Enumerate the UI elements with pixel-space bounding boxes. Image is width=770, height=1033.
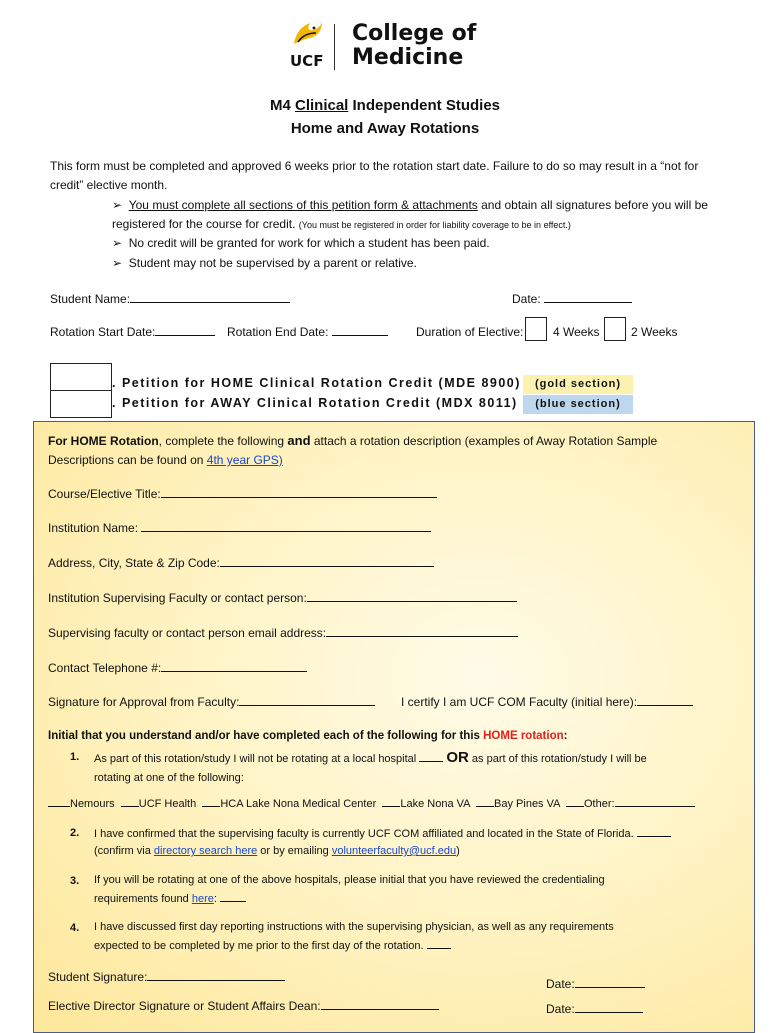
credentialing-link[interactable]: here bbox=[191, 893, 214, 905]
director-signature-field[interactable] bbox=[321, 997, 439, 1010]
student-signature-row: Student Signature: bbox=[48, 968, 285, 984]
item-3-initial-field[interactable] bbox=[220, 889, 246, 902]
director-signature-row: Elective Director Signature or Student Affairs Dean: bbox=[48, 997, 439, 1013]
date-field-1[interactable] bbox=[575, 975, 645, 988]
other-field[interactable] bbox=[615, 794, 695, 807]
date-label: Date: bbox=[512, 290, 632, 309]
bullet-1: ➢ You must complete all sections of this petition form & attachments and obtain all signatures before you will be registered for the course for credit. (You must be registered in order for liability coverage to be in effect.) bbox=[112, 198, 708, 231]
other-initial[interactable] bbox=[566, 794, 584, 807]
faculty-signature-field[interactable] bbox=[239, 693, 375, 706]
hospital-list: Nemours UCF Health HCA Lake Nona Medical Center Lake Nona VA Bay Pines VA Other: bbox=[48, 794, 695, 810]
two-weeks-checkbox[interactable] bbox=[604, 317, 626, 341]
supervising-email-row: Supervising faculty or contact person email address: bbox=[48, 624, 518, 640]
student-name-field[interactable] bbox=[130, 290, 290, 303]
duration-label: Duration of Elective: bbox=[416, 325, 524, 339]
four-weeks-checkbox[interactable] bbox=[525, 317, 547, 341]
nemours-initial[interactable] bbox=[48, 794, 70, 807]
away-petition-checkbox[interactable] bbox=[50, 390, 112, 418]
date-field[interactable] bbox=[544, 290, 632, 303]
bullet-2: ➢ No credit will be granted for work for which a student has been paid. bbox=[112, 236, 490, 250]
item-1-initial-field[interactable] bbox=[419, 749, 443, 762]
date-row-2: Date: bbox=[546, 1000, 643, 1016]
logo-abbr: UCF bbox=[290, 52, 324, 70]
rotation-end-label: Rotation End Date: bbox=[227, 323, 388, 342]
item-1-number: 1. bbox=[70, 751, 80, 763]
item-4-initial-field[interactable] bbox=[427, 936, 451, 949]
institution-name-row: Institution Name: bbox=[48, 519, 431, 535]
bullet-3: ➢ Student may not be supervised by a parent or relative. bbox=[112, 256, 417, 270]
address-field[interactable] bbox=[220, 554, 434, 567]
item-4-text: I have discussed first day reporting instructions with the supervising physician, as well as any requirements expected to be completed by me prior to the first day of the rotation. bbox=[94, 921, 614, 952]
faculty-signature-row: Signature for Approval from Faculty: bbox=[48, 693, 375, 709]
home-petition-label: . Petition for HOME Clinical Rotation Credit (MDE 8900) bbox=[112, 376, 521, 390]
gps-link[interactable]: 4th year GPS) bbox=[206, 453, 283, 467]
bullet-arrow-icon: ➢ bbox=[112, 256, 129, 270]
two-weeks-label: 2 Weeks bbox=[631, 325, 678, 339]
rotation-end-field[interactable] bbox=[332, 323, 388, 336]
date-field-2[interactable] bbox=[575, 1000, 643, 1013]
supervising-faculty-row: Institution Supervising Faculty or contact person: bbox=[48, 589, 517, 605]
blue-section-tag: (blue section) bbox=[523, 395, 633, 414]
course-title-field[interactable] bbox=[161, 485, 437, 498]
bay-pines-va-initial[interactable] bbox=[476, 794, 494, 807]
item-3-text: If you will be rotating at one of the above hospitals, please initial that you have reviewed the credentialing requirements found here: bbox=[94, 874, 605, 905]
directory-search-link[interactable]: directory search here bbox=[153, 845, 258, 857]
home-petition-checkbox[interactable] bbox=[50, 363, 112, 391]
gold-section-tag: (gold section) bbox=[523, 375, 633, 394]
item-1-text: As part of this rotation/study I will not be rotating at a local hospital OR as part of this rotation/study I will be rotating at one of the following: bbox=[94, 749, 647, 784]
contact-phone-row: Contact Telephone #: bbox=[48, 659, 307, 675]
student-signature-field[interactable] bbox=[147, 968, 285, 981]
lake-nona-va-initial[interactable] bbox=[382, 794, 400, 807]
student-name-label: Student Name: bbox=[50, 290, 290, 309]
ucf-pegasus-logo bbox=[290, 20, 324, 50]
rotation-start-field[interactable] bbox=[155, 323, 215, 336]
bullet-arrow-icon: ➢ bbox=[112, 236, 129, 250]
ucf-health-initial[interactable] bbox=[121, 794, 139, 807]
contact-phone-field[interactable] bbox=[161, 659, 307, 672]
form-title-line1: M4 Clinical Independent Studies bbox=[269, 97, 501, 114]
form-title-line2: Home and Away Rotations bbox=[290, 120, 480, 137]
supervising-faculty-field[interactable] bbox=[307, 589, 517, 602]
date-row-1: Date: bbox=[546, 975, 645, 991]
bullet-arrow-icon: ➢ bbox=[112, 198, 129, 212]
item-3-number: 3. bbox=[70, 875, 80, 887]
item-2-number: 2. bbox=[70, 827, 80, 839]
intro-text: This form must be completed and approved 6 weeks prior to the rotation start date. Failure to do so may result in a “not for credit” elective month. bbox=[50, 159, 699, 192]
logo-college-of: College of bbox=[352, 21, 477, 46]
course-title-row: Course/Elective Title: bbox=[48, 485, 437, 501]
rotation-start-label: Rotation Start Date: bbox=[50, 323, 215, 342]
logo-divider bbox=[334, 24, 335, 70]
supervising-email-field[interactable] bbox=[326, 624, 518, 637]
initial-heading: Initial that you understand and/or have completed each of the following for this HOME rotation: bbox=[48, 730, 568, 742]
away-petition-label: . Petition for AWAY Clinical Rotation Credit (MDX 8011) bbox=[112, 396, 518, 410]
four-weeks-label: 4 Weeks bbox=[553, 325, 600, 339]
certify-row: I certify I am UCF COM Faculty (initial here): bbox=[401, 693, 693, 709]
logo-medicine: Medicine bbox=[352, 45, 464, 70]
institution-name-field[interactable] bbox=[141, 519, 431, 532]
certify-initial-field[interactable] bbox=[637, 693, 693, 706]
volunteer-faculty-email-link[interactable]: volunteerfaculty@ucf.edu bbox=[331, 845, 457, 857]
item-2-initial-field[interactable] bbox=[637, 824, 671, 837]
address-row: Address, City, State & Zip Code: bbox=[48, 554, 434, 570]
home-intro: For HOME Rotation, complete the following and attach a rotation description (examples of Away Rotation Sample Descriptions can be found on 4th year GPS) bbox=[48, 433, 658, 467]
item-2-text: I have confirmed that the supervising faculty is currently UCF COM affiliated and located in the State of Florida. (confirm via directory search here or by emailing volunteerfaculty@ucf.edu) bbox=[94, 824, 734, 860]
hca-initial[interactable] bbox=[202, 794, 220, 807]
item-4-number: 4. bbox=[70, 922, 80, 934]
